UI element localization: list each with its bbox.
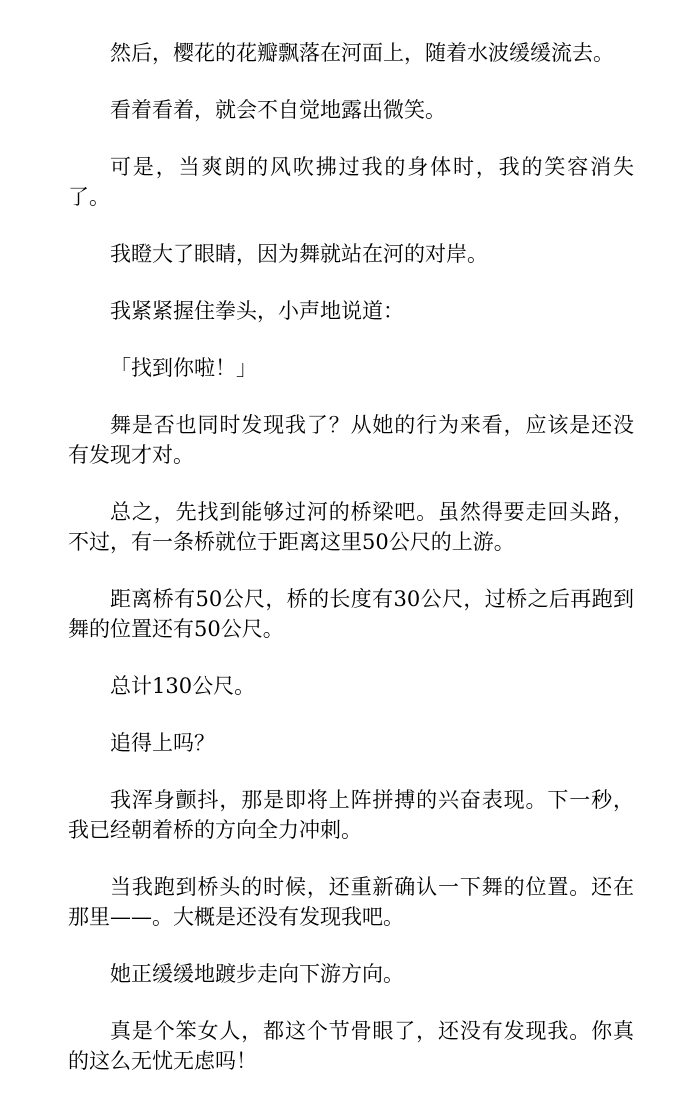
paragraph: 我浑身颤抖，那是即将上阵拼搏的兴奋表现。下一秒，我已经朝着桥的方向全力冲刺。	[68, 788, 634, 842]
paragraph: 追得上吗？	[110, 731, 215, 755]
paragraph: 总计130公尺。	[110, 674, 256, 698]
paragraph: 总之，先找到能够过河的桥梁吧。虽然得要走回头路，不过，有一条桥就位于距离这里50公尺的上游。	[68, 500, 634, 554]
paragraph: 我紧紧握住拳头，小声地说道：	[110, 299, 404, 323]
paragraph: 她正缓缓地踱步走向下游方向。	[110, 962, 404, 986]
dialogue-line: 「找到你啦！」	[110, 356, 257, 380]
paragraph: 距离桥有50公尺，桥的长度有30公尺，过桥之后再跑到舞的位置还有50公尺。	[68, 587, 634, 641]
paragraph: 然后，樱花的花瓣飘落在河面上，随着水波缓缓流去。	[110, 41, 614, 65]
paragraph: 舞是否也同时发现我了？从她的行为来看，应该是还没有发现才对。	[68, 413, 634, 467]
paragraph: 我瞪大了眼睛，因为舞就站在河的对岸。	[110, 242, 488, 266]
paragraph: 可是，当爽朗的风吹拂过我的身体时，我的笑容消失了。	[68, 155, 634, 209]
document-page	[68, 38, 634, 1103]
paragraph: 真是个笨女人，都这个节骨眼了，还没有发现我。你真的这么无忧无虑吗！	[68, 1019, 634, 1073]
paragraph: 看着看着，就会不自觉地露出微笑。	[110, 98, 446, 122]
paragraph: 当我跑到桥头的时候，还重新确认一下舞的位置。还在那里——。大概是还没有发现我吧。	[68, 875, 634, 929]
